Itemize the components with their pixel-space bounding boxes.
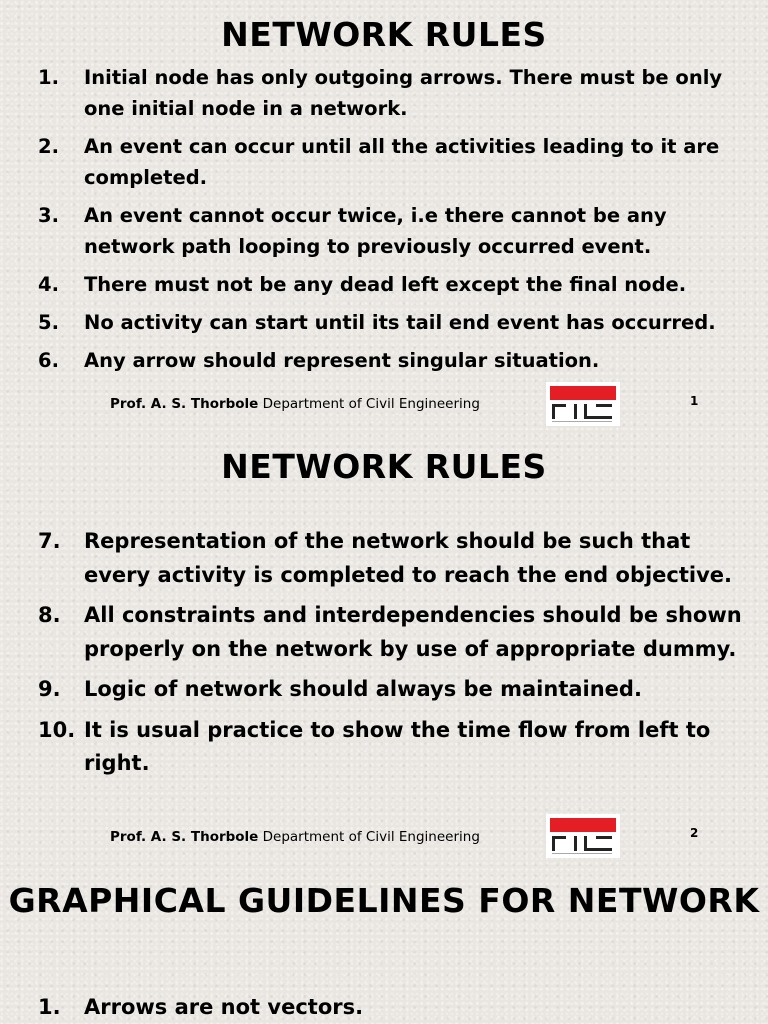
rule-list: [0, 525, 768, 788]
slide-title: GRAPHICAL GUIDELINES FOR NETWORK: [8, 881, 760, 920]
rule-number: 4.: [38, 273, 59, 296]
footer-author: Prof. A. S. Thorbole: [110, 829, 259, 845]
rule-text: All constraints and interdependencies should be shown properly on the network by use of appropriate dummy.: [84, 603, 742, 661]
footer-department: Department of Civil Engineering: [262, 396, 480, 412]
rule-number: 2.: [38, 135, 59, 158]
rule-text: Any arrow should represent singular situation.: [84, 349, 600, 372]
rule-number: 1.: [38, 66, 59, 89]
rule-list: [0, 62, 768, 383]
rule-number: 1.: [38, 995, 61, 1019]
footer-author: Prof. A. S. Thorbole: [110, 396, 259, 412]
rule-list: [0, 991, 768, 1024]
list-item: [0, 131, 768, 193]
list-item: [0, 599, 768, 666]
rit-logo-icon: [546, 814, 620, 858]
list-item: [0, 200, 768, 262]
list-item: [0, 714, 768, 781]
rule-text: Arrows are not vectors.: [84, 995, 364, 1019]
rule-text: It is usual practice to show the time flow from left to right.: [84, 717, 711, 775]
list-item: [0, 525, 768, 592]
rit-logo-icon: [546, 382, 620, 426]
rule-number: 10.: [38, 717, 76, 742]
rule-text: No activity can start until its tail end event has occurred.: [84, 311, 716, 334]
list-item: [0, 991, 768, 1024]
rule-text: Representation of the network should be such that every activity is completed to reach the end objective.: [84, 529, 733, 587]
slide-footer: [110, 396, 480, 412]
rule-text: Logic of network should always be maintained.: [84, 677, 642, 701]
list-item: [0, 62, 768, 124]
list-item: [0, 269, 768, 300]
rule-text: An event cannot occur twice, i.e there cannot be any network path looping to previously occurred event.: [84, 204, 667, 258]
list-item: [0, 345, 768, 376]
slide-footer: [110, 829, 480, 845]
rule-number: 8.: [38, 603, 61, 627]
page-number: 1: [690, 394, 699, 408]
rule-text: There must not be any dead left except the final node.: [84, 273, 687, 296]
rule-text: Initial node has only outgoing arrows. There must be only one initial node in a network.: [84, 66, 723, 120]
list-item: [0, 307, 768, 338]
rule-number: 6.: [38, 349, 59, 372]
page-number: 2: [690, 826, 699, 840]
rule-number: 9.: [38, 677, 61, 701]
rule-number: 7.: [38, 529, 61, 553]
list-item: [0, 673, 768, 707]
slide-title: NETWORK RULES: [221, 15, 547, 54]
footer-department: Department of Civil Engineering: [262, 829, 480, 845]
rule-number: 3.: [38, 204, 59, 227]
rule-text: An event can occur until all the activities leading to it are completed.: [84, 135, 720, 189]
slide-title: NETWORK RULES: [221, 447, 547, 486]
rule-number: 5.: [38, 311, 59, 334]
